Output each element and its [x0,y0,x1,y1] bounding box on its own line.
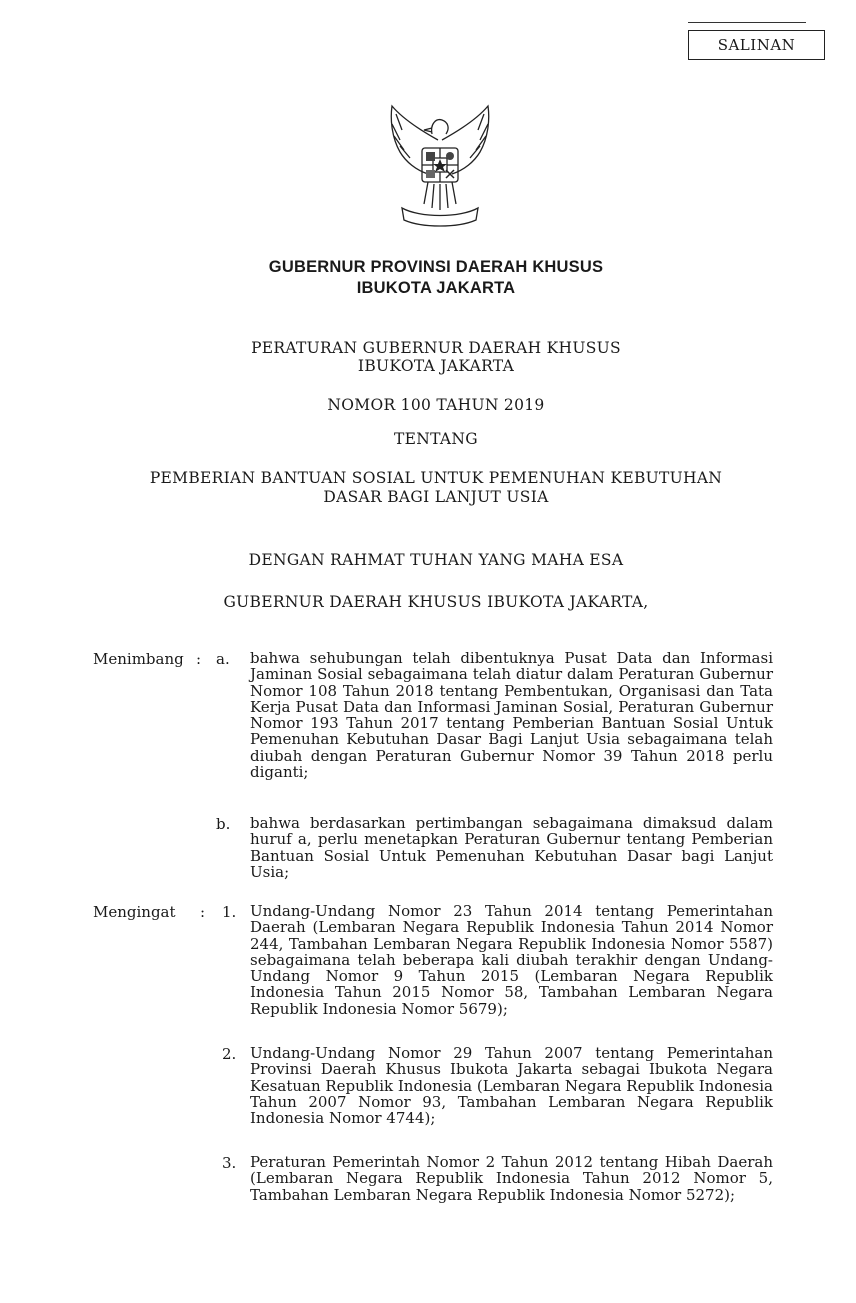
regulation-number: NOMOR 100 TAHUN 2019 [327,396,545,414]
garuda-pancasila-emblem-icon [380,100,500,230]
menimbang-item-a: bahwa sehubungan telah dibentuknya Pusat Data dan Informasi Jaminan Sosial sebagaimana telah diatur dalam Peraturan Gubernur Nomor 108 Tahun 2018 tentang Pembentukan, Organisasi dan Tata Kerja Pusat Data dan Informasi Jaminan Sosial, Peraturan Gubernur Nomor 193 Tahun 2017 tentang Pemberian Bantuan Sosial Untuk Pemenuhan Kebutuhan Dasar Bagi Lanjut Usia sebagaimana telah diubah dengan Peraturan Gubernur Nomor 39 Tahun 2018 perlu diganti; [250,649,773,782]
mengingat-marker-3: 3. [222,1154,237,1172]
menimbang-colon: : [196,650,202,668]
mengingat-item-2: Undang-Undang Nomor 29 Tahun 2007 tentang Pemerintahan Provinsi Daerah Khusus Ibukota Jakarta sebagai Ibukota Negara Kesatuan Republik Indonesia (Lembaran Negara Republik Indonesia Tahun 2007 Nomor 93, Tambahan Lembaran Negara Republik Indonesia Nomor 4744); [250,1044,773,1128]
regulation-title-line2: IBUKOTA JAKARTA [357,357,515,375]
governor-heading-line2: IBUKOTA JAKARTA [356,279,516,297]
regulation-about: TENTANG [394,430,478,448]
mengingat-colon: : [200,903,206,921]
blessing-line: DENGAN RAHMAT TUHAN YANG MAHA ESA [248,551,624,569]
mengingat-marker-1: 1. [222,903,237,921]
mengingat-item-1: Undang-Undang Nomor 23 Tahun 2014 tentang Pemerintahan Daerah (Lembaran Negara Republik Indonesia Tahun 2014 Nomor 244, Tambahan Lembaran Negara Republik Indonesia Nomor 5587) sebagaimana telah beberapa kali diubah terakhir dengan Undang-Undang Nomor 9 Tahun 2015 (Lembaran Negara Republik Indonesia Tahun 2015 Nomor 58, Tambahan Lembaran Negara Republik Indonesia Nomor 5679); [250,902,773,1018]
mengingat-item-3: Peraturan Pemerintah Nomor 2 Tahun 2012 tentang Hibah Daerah (Lembaran Negara Republik Indonesia Tahun 2012 Nomor 5, Tambahan Lembaran Negara Republik Indonesia Nomor 5272); [250,1153,773,1204]
mengingat-label: Mengingat [93,903,176,921]
mengingat-marker-2: 2. [222,1045,237,1063]
regulation-subject-line2: DASAR BAGI LANJUT USIA [323,488,549,506]
salinan-stamp: SALINAN [688,30,825,60]
menimbang-marker-b: b. [216,815,231,833]
governor-heading-line1: GUBERNUR PROVINSI DAERAH KHUSUS [268,258,604,276]
regulation-subject-line1: PEMBERIAN BANTUAN SOSIAL UNTUK PEMENUHAN KEBUTUHAN [149,469,723,487]
regulation-title-line1: PERATURAN GUBERNUR DAERAH KHUSUS [251,339,621,357]
issuer-line: GUBERNUR DAERAH KHUSUS IBUKOTA JAKARTA, [223,593,649,611]
menimbang-label: Menimbang [93,650,184,668]
menimbang-item-b: bahwa berdasarkan pertimbangan sebagaimana dimaksud dalam huruf a, perlu menetapkan Peraturan Gubernur tentang Pemberian Bantuan Sosial Untuk Pemenuhan Kebutuhan Dasar bagi Lanjut Usia; [250,814,773,881]
menimbang-marker-a: a. [216,650,230,668]
stamp-rule [688,22,806,23]
